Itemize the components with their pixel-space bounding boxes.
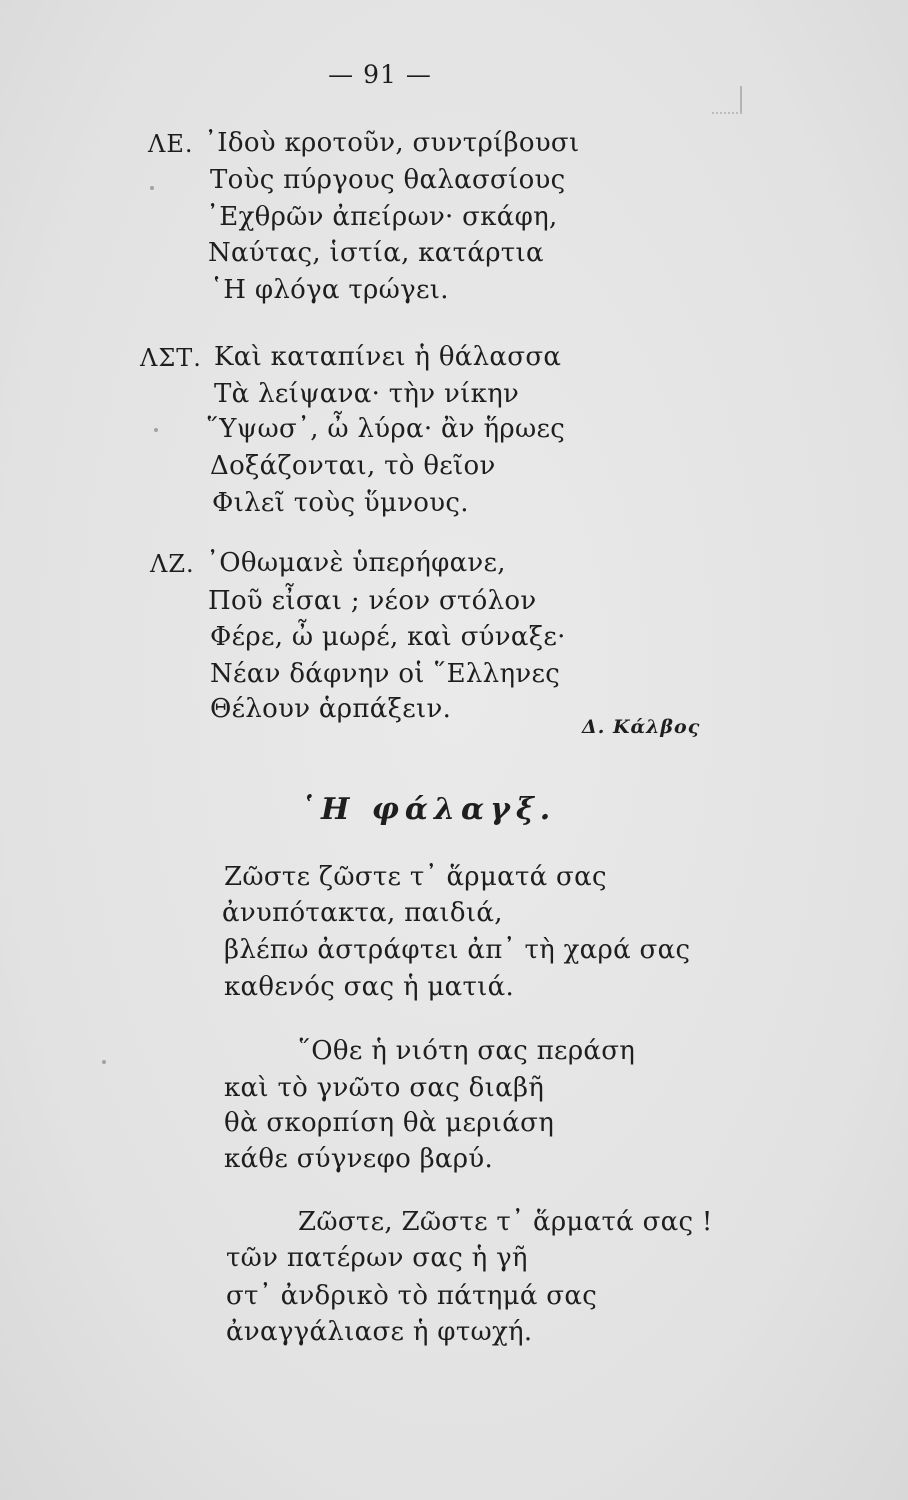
verse-line: Τοὺς πύργους θαλασσίους [210, 165, 566, 195]
verse-line: ῞Οθε ἡ νιότη σας περάση [298, 1036, 636, 1066]
author-signature: Δ. Κάλβος [582, 716, 701, 738]
verse-line: καθενός σας ἡ ματιά. [224, 972, 515, 1002]
verse-line: καὶ τὸ γνῶτο σας διαβῆ [224, 1073, 545, 1103]
verse-line: ἀνυπότακτα, παιδιά, [222, 898, 503, 928]
verse-line: Ζῶστε, Ζῶστε τ᾽ ἅρματά σας ! [298, 1207, 713, 1237]
verse-line: Φιλεῖ τοὺς ὕμνους. [212, 488, 469, 518]
verse-line: ῞Υψωσ᾽, ὦ λύρα· ἂν ἥρωες [206, 414, 566, 444]
page-number: — 91 — [328, 60, 432, 89]
verse-line: Καὶ καταπίνει ἡ θάλασσα [214, 342, 562, 372]
verse-line: θὰ σκορπίση θὰ μεριάση [224, 1108, 555, 1138]
stanza-number: ΛΣΤ. [140, 344, 202, 372]
verse-line: Νέαν δάφνην οἱ ῞Ελληνες [210, 659, 561, 689]
print-speck [154, 428, 158, 432]
verse-line: ῾Η φλόγα τρώγει. [210, 275, 449, 305]
verse-line: Τὰ λείψανα· τὴν νίκην [214, 379, 520, 409]
verse-line: Ποῦ εἶσαι ; νέον στόλον [208, 586, 537, 616]
verse-line: Ζῶστε ζῶστε τ᾽ ἅρματά σας [224, 862, 607, 892]
stanza-number: ΛΖ. [150, 550, 195, 578]
verse-line: ἀναγγάλιασε ἡ φτωχή. [226, 1317, 533, 1347]
poem-title: ῾Η φάλαγξ. [300, 792, 557, 827]
verse-line: βλέπω ἀστράφτει ἀπ᾽ τὴ χαρά σας [224, 935, 691, 965]
verse-line: Ναύτας, ἱστία, κατάρτια [208, 238, 544, 268]
print-speck [102, 1060, 106, 1064]
verse-line: Δοξάζονται, τὸ θεῖον [210, 451, 496, 481]
verse-line: τῶν πατέρων σας ἡ γῆ [226, 1243, 528, 1273]
verse-line: ᾽Ιδοὺ κροτοῦν, συντρίβουσι [204, 128, 580, 158]
verse-line: στ᾽ ἀνδρικὸ τὸ πάτημά σας [226, 1281, 598, 1311]
verse-line: Θέλουν ἁρπάξειν. [210, 694, 452, 724]
print-speck [150, 186, 154, 190]
verse-line: ᾽Οθωμανὲ ὑπερήφανε, [206, 548, 506, 578]
verse-line: Φέρε, ὦ μωρέ, καὶ σύναξε· [210, 622, 566, 652]
verse-line: ᾽Εχθρῶν ἀπείρων· σκάφη, [206, 202, 558, 232]
page-corner-mark [712, 86, 742, 114]
stanza-number: ΛΕ. [148, 130, 194, 158]
verse-line: κάθε σύγνεφο βαρύ. [224, 1144, 494, 1174]
